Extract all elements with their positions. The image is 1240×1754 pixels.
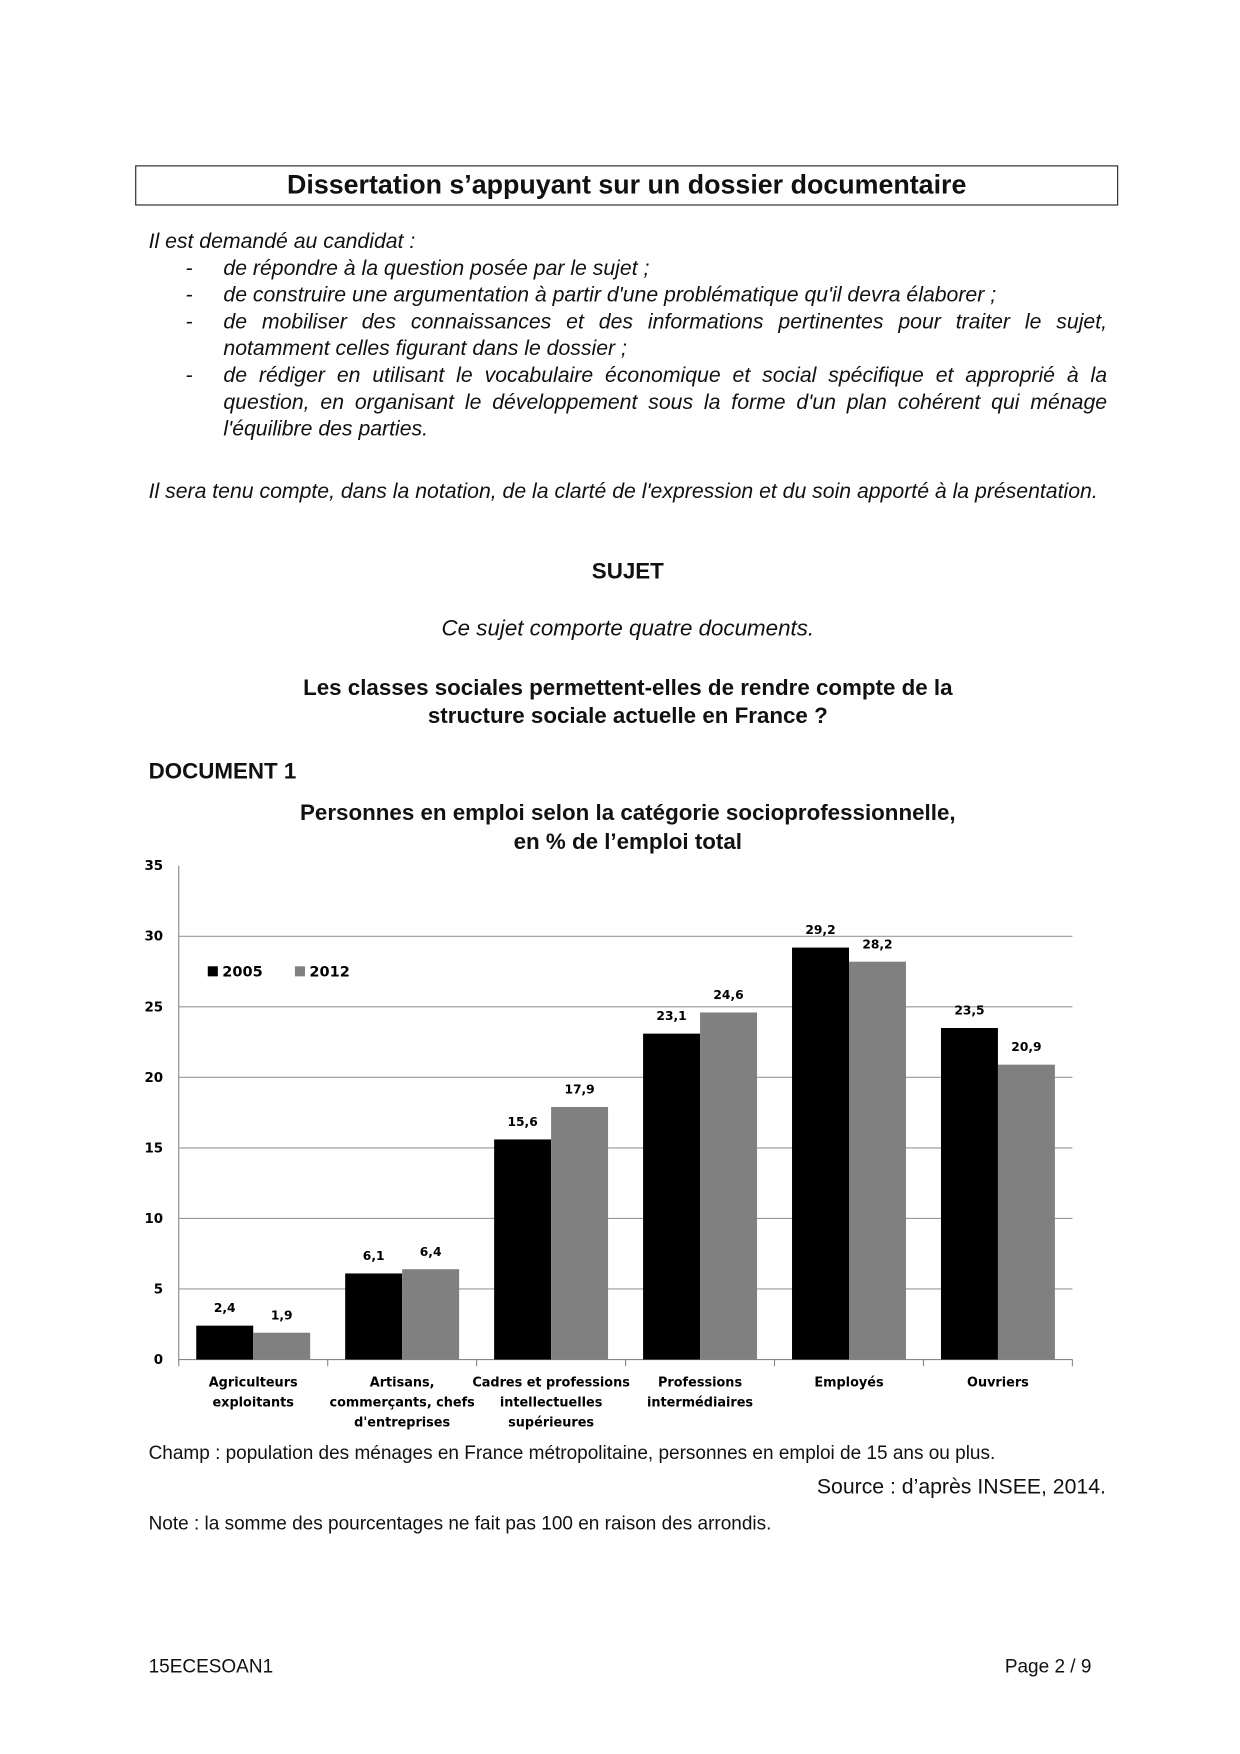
data-label: 23,5 (954, 1003, 985, 1018)
legend-label: 2012 (309, 964, 350, 981)
y-tick-label: 35 (144, 859, 164, 875)
category-label: Professions (658, 1375, 743, 1391)
data-label: 28,2 (862, 937, 893, 952)
legend-swatch-2012 (295, 966, 305, 976)
y-tick-label: 30 (144, 929, 164, 945)
data-label: 6,4 (419, 1244, 442, 1259)
champ-note: Champ : population des ménages en France métropolitaine, personnes en emploi de 15 ans ou plus. (148, 1442, 996, 1464)
footer-page: Page 2 / 9 (1004, 1655, 1092, 1677)
category-label: d'entreprises (354, 1415, 451, 1431)
notation-note: Il sera tenu compte, dans la notation, de la clarté de l'expression et du soin apporté à la présentation. (148, 480, 1098, 504)
category-label: Artisans, (369, 1375, 435, 1391)
category-label: Agriculteurs (208, 1375, 298, 1391)
data-label: 17,9 (564, 1082, 595, 1097)
bar-2012 (551, 1107, 608, 1360)
data-label: 24,6 (713, 988, 744, 1003)
bar-2005 (941, 1028, 998, 1360)
instructions-intro: Il est demandé au candidat : (148, 230, 416, 254)
category-label: commerçants, chefs (329, 1395, 475, 1411)
instruction-item: - de rédiger en utilisant le vocabulaire économique et social spécifique et approprié à la question, en organisant le développement sous la forme d'un plan cohérent qui ménage l'équilibre des parties. (149, 363, 1107, 443)
y-tick-label: 10 (144, 1211, 164, 1227)
document-label: DOCUMENT 1 (148, 759, 297, 785)
rounding-note: Note : la somme des pourcentages ne fait pas 100 en raison des arrondis. (148, 1512, 772, 1534)
category-label: supérieures (508, 1415, 595, 1431)
y-tick-label: 5 (153, 1282, 164, 1298)
legend-swatch-2005 (208, 966, 218, 976)
page-title: Dissertation s’appuyant sur un dossier documentaire (135, 165, 1118, 205)
footer-code: 15ECESOAN1 (148, 1655, 274, 1677)
y-tick-label: 0 (153, 1352, 164, 1368)
bar-2012 (998, 1065, 1055, 1360)
data-label: 6,1 (362, 1249, 385, 1264)
subject-heading: SUJET (591, 559, 664, 585)
data-label: 2,4 (213, 1301, 236, 1316)
data-label: 15,6 (507, 1115, 538, 1130)
subject-question (149, 675, 1107, 731)
category-label: Ouvriers (967, 1375, 1029, 1391)
bar-2012 (700, 1012, 757, 1359)
legend-label: 2005 (222, 964, 263, 981)
bar-2005 (792, 948, 849, 1360)
bar-chart (123, 849, 1106, 1452)
y-tick-label: 15 (144, 1141, 164, 1157)
instruction-item: - de répondre à la question posée par le sujet ; (149, 256, 1107, 283)
category-label: intellectuelles (499, 1395, 603, 1411)
category-label: intermédiaires (647, 1395, 754, 1411)
bar-2012 (253, 1333, 310, 1360)
bar-2005 (345, 1273, 402, 1359)
category-label: Cadres et professions (472, 1375, 630, 1391)
category-label: Employés (814, 1375, 884, 1391)
bar-2005 (196, 1326, 253, 1360)
category-label: exploitants (212, 1395, 294, 1411)
question-line: structure sociale actuelle en France ? (427, 703, 828, 729)
bar-2005 (494, 1139, 551, 1359)
data-label: 29,2 (805, 923, 836, 938)
chart-title-line: Personnes en emploi selon la catégorie socioprofessionnelle, (300, 800, 956, 826)
source-note: Source : d’après INSEE, 2014. (816, 1475, 1106, 1500)
instructions (149, 229, 1107, 443)
data-label: 1,9 (270, 1308, 293, 1323)
instruction-item: - de mobiliser des connaissances et des informations pertinentes pour traiter le sujet, notamment celles figurant dans le dossier ; (149, 309, 1107, 363)
y-tick-label: 25 (144, 1000, 164, 1016)
chart-title-line: en % de l’emploi total (513, 830, 743, 855)
data-label: 20,9 (1011, 1040, 1042, 1055)
instruction-item: - de construire une argumentation à partir d'une problématique qu'il devra élaborer ; (149, 283, 1107, 310)
bar-2012 (402, 1269, 459, 1359)
bar-2005 (643, 1034, 700, 1360)
docs-count: Ce sujet comporte quatre documents. (441, 616, 815, 642)
data-label: 23,1 (656, 1009, 687, 1024)
question-line: Les classes sociales permettent-elles de rendre compte de la (303, 675, 953, 701)
bar-2012 (849, 962, 906, 1360)
y-tick-label: 20 (144, 1070, 164, 1086)
